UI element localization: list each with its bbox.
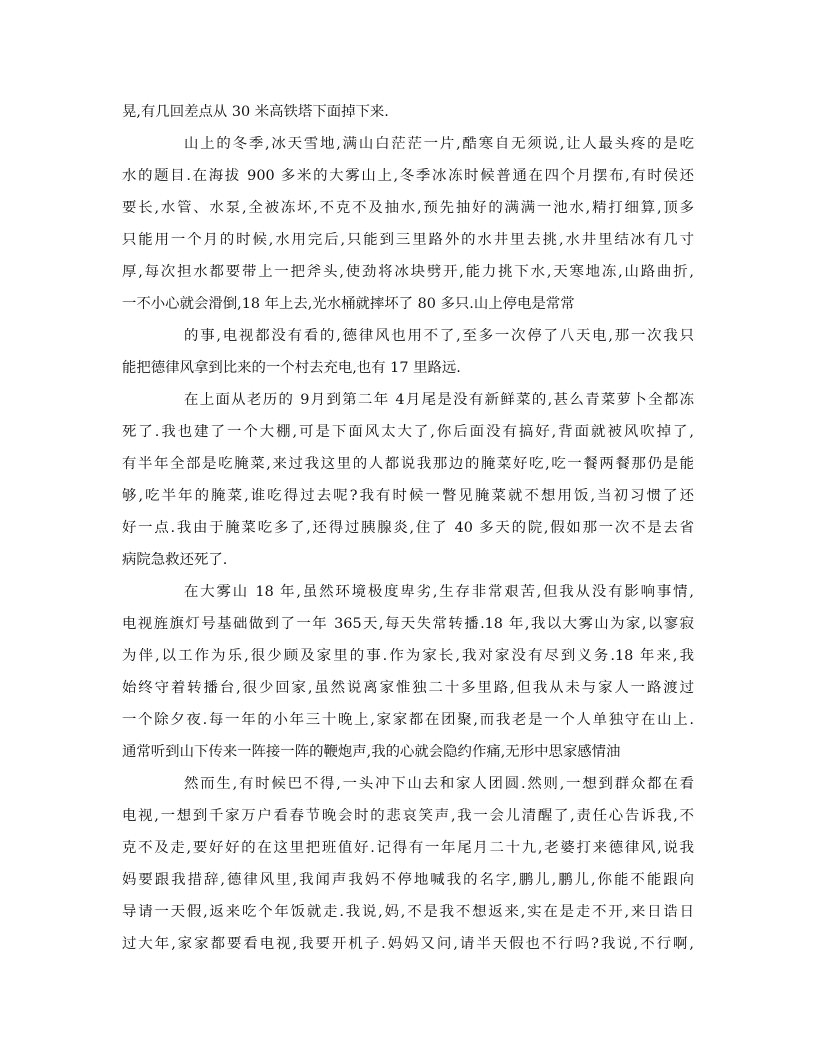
text-line: 晃,有几回差点从 30 米高铁塔下面掉下来. [122, 104, 389, 120]
text-line: 死了.我也建了一个大棚,可是下面风太大了,你后面没有搞好,背面就被风吹掉了, [122, 424, 694, 440]
text-line: 一不小心就会滑倒,18 年上去,光水桶就摔坏了 80 多只.山上停电是常常 [122, 296, 575, 312]
text-line: 过大年,家家都要看电视,我要开机子.妈妈又问,请半天假也不行吗?我说,不行啊, [122, 936, 694, 952]
text-line: 够,吃半年的腌菜,谁吃得过去呢?我有时候一瞥见腌菜就不想用饭,当初习惯了还 [122, 488, 694, 504]
text-line: 厚,每次担水都要带上一把斧头,使劲将冰块劈开,能力挑下水,天寒地冻,山路曲折, [122, 264, 694, 280]
text-line: 导请一天假,返来吃个年饭就走.我说,妈,不是我不想返来,实在是走不开,来日诰日 [122, 904, 694, 920]
text-line: 能把德律风拿到比来的一个村去充电,也有 17 里路远. [122, 360, 461, 376]
text-line: 妈要跟我措辞,德律风里,我闻声我妈不停地喊我的名字,鹏儿,鹏儿,你能不能跟向 [122, 872, 694, 888]
text-line: 好一点.我由于腌菜吃多了,还得过胰腺炎,住了 40 多天的院,假如那一次不是去省 [122, 520, 694, 536]
paragraph-start-line: 然而生,有时候巴不得,一头冲下山去和家人团圆.然则,一想到群众都在看 [184, 776, 694, 792]
text-line: 通常听到山下传来一阵接一阵的鞭炮声,我的心就会隐约作痛,无形中思家感情油 [122, 744, 621, 760]
text-line: 水的题目.在海拔 900 多米的大雾山上,冬季冰冻时候普通在四个月摆布,有时侯还 [122, 168, 694, 184]
paragraph-start-line: 在大雾山 18 年,虽然环境极度卑劣,生存非常艰苦,但我从没有影响事情, [184, 584, 694, 600]
text-line: 一个除夕夜.每一年的小年三十晚上,家家都在团聚,而我老是一个人单独守在山上. [122, 712, 694, 728]
text-line: 为伴,以工作为乐,很少顾及家里的事.作为家长,我对家没有尽到义务.18 年来,我 [122, 648, 694, 664]
text-line: 病院急救还死了. [122, 552, 228, 568]
text-line: 有半年全部是吃腌菜,来过我这里的人都说我那边的腌菜好吃,吃一餐两餐那仍是能 [122, 456, 694, 472]
text-line: 的事,电视都没有看的,德律风也用不了,至多一次停了八天电,那一次我只 [184, 328, 694, 344]
text-line: 要长,水管、水泵,全被冻坏,不克不及抽水,预先抽好的满满一池水,精打细算,顶多 [122, 200, 694, 216]
text-line: 电视,一想到千家万户看春节晚会时的悲哀笑声,我一会儿清醒了,责任心告诉我,不 [122, 808, 694, 824]
text-line: 电视旌旗灯号基础做到了一年 365天,每天失常转播.18 年,我以大雾山为家,以寥寂 [122, 616, 694, 632]
text-line: 只能用一个月的时候,水用完后,只能到三里路外的水井里去挑,水井里结冰有几寸 [122, 232, 694, 248]
paragraph-start-line: 在上面从老历的 9月到第二年 4月尾是没有新鲜菜的,甚么青菜萝卜全都冻 [184, 392, 694, 408]
text-line: 始终守着转播台,很少回家,虽然说离家惟独二十多里路,但我从未与家人一路渡过 [122, 680, 694, 696]
text-line: 克不及走,要好好的在这里把班值好.记得有一年尾月二十九,老婆打来德律风,说我 [122, 840, 694, 856]
paragraph-start-line: 山上的冬季,冰天雪地,满山白茫茫一片,酷寒自无须说,让人最头疼的是吃 [184, 136, 694, 152]
